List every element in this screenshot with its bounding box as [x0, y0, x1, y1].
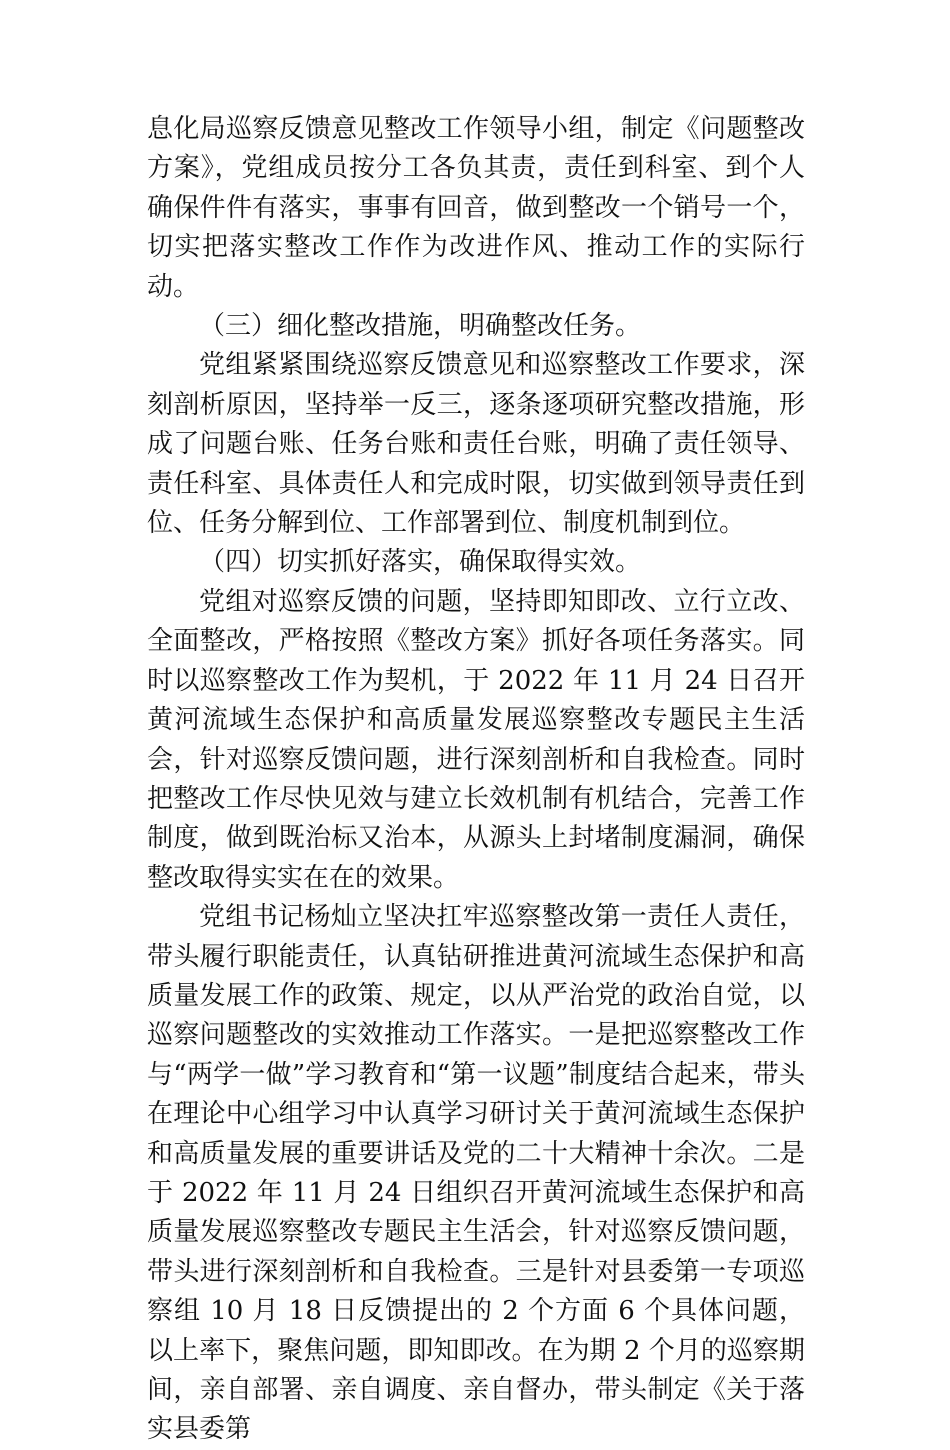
paragraph-body: 党组紧紧围绕巡察反馈意见和巡察整改工作要求，深刻剖析原因，坚持举一反三，逐条逐项研究整改措施，形成了问题台账、任务台账和责任台账，明确了责任领导、责任科室、具体责任人和完成时限，切实做到领导责任到位、任务分解到位、工作部署到位、制度机制到位。 — [147, 350, 805, 539]
paragraph-body: 党组书记杨灿立坚决扛牢巡察整改第一责任人责任，带头履行职能责任，认真钻研推进黄河流域生态保护和高质量发展工作的政策、规定，以从严治党的政治自觉，以巡察问题整改的实效推动工作落实。一是把巡察整改工作与“两学一做”学习教育和“第一议题”制度结合起来，带头在理论中心组学习中认真学习研讨关于黄河流域生态保护和高质量发展的重要讲话及党的二十大精神十余次。二是于 2022 年 11 月 24 日组织召开黄河流域生态保护和高质量发展巡察整改专题民主生活会，针对巡察反馈问题，带头进行深刻剖析和自我检查。三是针对县委第一专项巡察组 10 月 18 日反馈提出的 2 个方面 6 个具体问题，以上率下，聚焦问题，即知即改。在为期 2 个月的巡察期间，亲自部署、亲自调度、亲自督办，带头制定《关于落实县委第 — [147, 902, 805, 1445]
document-page — [147, 110, 805, 1450]
paragraph-continuation: 息化局巡察反馈意见整改工作领导小组，制定《问题整改方案》，党组成员按分工各负其责，责任到科室、到个人确保件件有落实，事事有回音，做到整改一个销号一个，切实把落实整改工作作为改进作风、推动工作的实际行动。 — [147, 114, 805, 302]
paragraph-body: 党组对巡察反馈的问题，坚持即知即改、立行立改、全面整改，严格按照《整改方案》抓好各项任务落实。同时以巡察整改工作为契机，于 2022 年 11 月 24 日召开黄河流域生态保护和高质量发展巡察整改专题民主生活会，针对巡察反馈问题，进行深刻剖析和自我检查。同时把整改工作尽快见效与建立长效机制有机结合，完善工作制度，做到既治标又治本，从源头上封堵制度漏洞，确保整改取得实实在在的效果。 — [147, 586, 805, 893]
section-heading-4: （四）切实抓好落实，确保取得实效。 — [199, 547, 642, 578]
section-heading-3: （三）细化整改措施，明确整改任务。 — [199, 311, 642, 342]
